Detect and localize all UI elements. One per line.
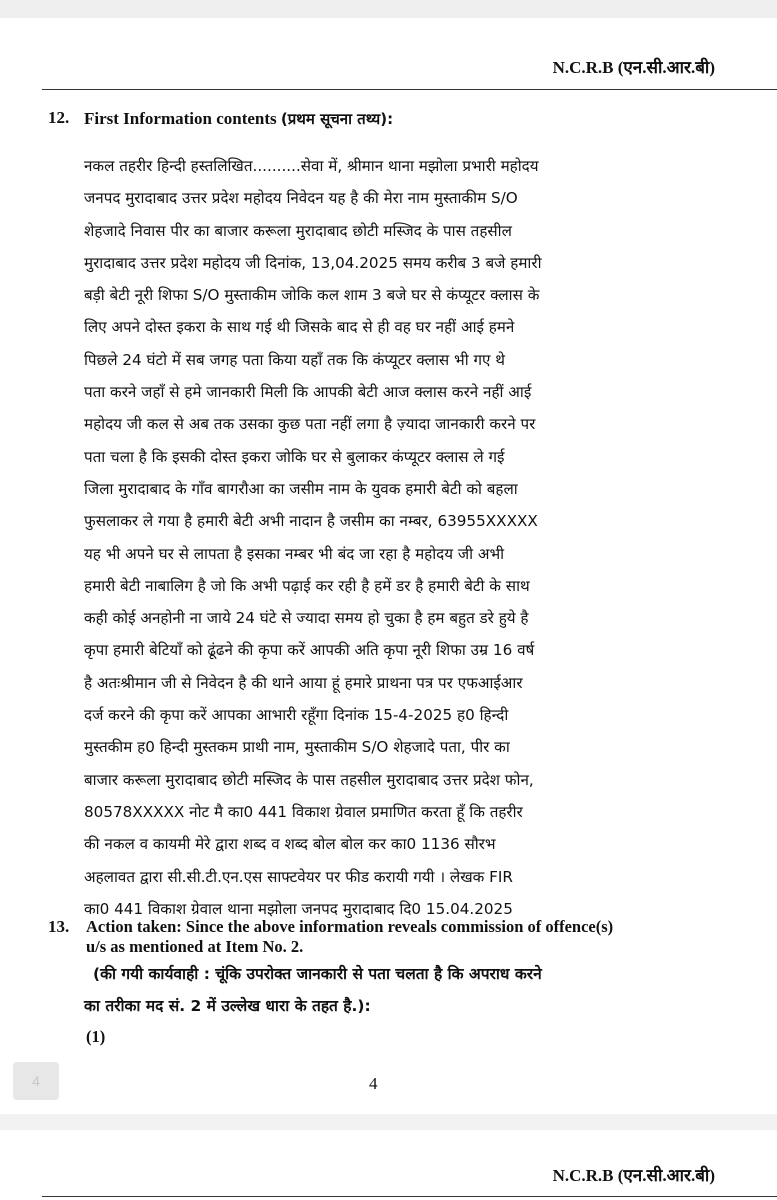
action-taken-line-2: u/s as mentioned at Item No. 2. xyxy=(86,937,304,956)
fir-line: फुसलाकर ले गया है हमारी बेटी अभी नादान है जसीम का नम्बर, 63955XXXXX xyxy=(84,512,538,531)
fir-line: जिला मुरादाबाद के गाँव बागरौआ का जसीम नाम के युवक हमारी बेटी को बहला xyxy=(84,479,518,498)
section-12-title-open: ( xyxy=(280,110,288,128)
fir-line: कही कोई अनहोनी ना जाये 24 घंटे से ज्यादा समय हो चुका है हम बहुत डरे हुये है xyxy=(84,609,529,628)
fir-line: पता करने जहाँ से हमे जानकारी मिली कि आपकी बेटी आज क्लास करने नहीं आई xyxy=(84,383,532,402)
fir-line: की नकल व कायमी मेरे द्वारा शब्द व शब्द बोल बोल कर का0 1136 सौरभ xyxy=(84,835,496,854)
fir-line: का0 441 विकाश ग्रेवाल थाना मझोला जनपद मुरादाबाद दि0 15.04.2025 xyxy=(84,899,513,918)
next-page xyxy=(0,1130,777,1200)
fir-line: पिछले 24 घंटो में सब जगह पता किया यहाँ तक कि कंप्यूटर क्लास भी गए थे xyxy=(84,350,505,369)
page-number: 4 xyxy=(369,1074,378,1093)
fir-line: 80578XXXXX नोट मै का0 441 विकाश ग्रेवाल प्रमाणित करता हूँ कि तहरीर xyxy=(84,802,523,821)
next-page-header-rule xyxy=(42,1196,777,1197)
header-rule xyxy=(42,89,777,90)
fir-line: महोदय जी कल से अब तक उसका कुछ पता नहीं लगा है ज़्यादा जानकारी करने पर xyxy=(84,415,536,434)
section-12-title-hi: प्रथम सूचना तथ्य xyxy=(287,110,381,128)
fir-line: नकल तहरीर हिन्दी हस्तलिखित..........सेवा में, श्रीमान थाना मझोला प्रभारी महोदय xyxy=(84,157,539,175)
first-information-text xyxy=(84,150,724,925)
fir-line: लिए अपने दोस्त इकरा के साथ गई थी जिसके बाद से ही वह घर नहीं आई हमने xyxy=(84,318,515,337)
section-12-title-en: First Information contents xyxy=(84,109,277,128)
fir-line: अहलावत द्वारा सी.सी.टी.एन.एस साफ्टवेयर पर फीड करायी गयी । लेखक FIR xyxy=(84,867,513,886)
fir-line: जनपद मुरादाबाद उत्तर प्रदेश महोदय निवेदन यह है की मेरा नाम मुस्ताकीम S/O xyxy=(84,189,518,208)
fir-line: कृपा हमारी बेटियाँ को ढूंढने की कृपा करें आपकी अति कृपा नूरी शिफा उम्र 16 वर्ष xyxy=(84,641,535,660)
action-taken-line-1: Action taken: Since the above information reveals commission of offence(s) xyxy=(86,917,614,936)
fir-line: पता चला है कि इसकी दोस्त इकरा जोकि घर से बुलाकर कंप्यूटर क्लास ले गई xyxy=(84,447,505,466)
section-12-number: 12. xyxy=(48,108,70,127)
next-page-ncrb-header: N.C.R.B (एन.सी.आर.बी) xyxy=(552,1166,715,1185)
section-13-number: 13. xyxy=(48,917,70,936)
action-taken-hindi-line-1: (की गयी कार्यवाही : चूंकि उपरोक्त जानकारी से पता चलता है कि अपराध करने xyxy=(93,965,542,983)
fir-line: दर्ज करने की कृपा करें आपका आभारी रहूँगा दिनांक 15-4-2025 ह0 हिन्दी xyxy=(84,706,509,725)
fir-line: यह भी अपने घर से लापता है इसका नम्बर भी बंद जा रहा है महोदय जी अभी xyxy=(84,544,505,563)
ncrb-header: N.C.R.B (एन.सी.आर.बी) xyxy=(552,58,715,77)
fir-line: हमारी बेटी नाबालिग है जो कि अभी पढ़ाई कर रही है हमें डर है हमारी बेटी के साथ xyxy=(84,576,530,595)
page-thumbnail-badge[interactable]: 4 xyxy=(13,1062,59,1100)
fir-line: मुरादाबाद उत्तर प्रदेश महोदय जी दिनांक, 13,04.2025 समय करीब 3 बजे हमारी xyxy=(84,253,542,272)
section-12-title xyxy=(84,109,393,129)
item-1-label: (1) xyxy=(86,1027,106,1046)
fir-line: है अतःश्रीमान जी से निवेदन है की थाने आया हूं हमारे प्राथना पत्र पर एफआईआर xyxy=(84,673,523,692)
action-taken-hindi-line-2: का तरीका मद सं. 2 में उल्लेख धारा के तहत है.): xyxy=(84,997,371,1015)
section-12-title-close: ): xyxy=(380,110,394,128)
fir-line: मुस्तकीम ह0 हिन्दी मुस्तकम प्राथी नाम, मुस्ताकीम S/O शेहजादे पता, पीर का xyxy=(84,738,510,757)
top-margin-strip xyxy=(0,0,777,18)
fir-line: बड़ी बेटी नूरी शिफा S/O मुस्ताकीम जोकि कल शाम 3 बजे घर से कंप्यूटर क्लास के xyxy=(84,286,540,305)
fir-line: बाजार करूला मुरादाबाद छोटी मस्जिद के पास तहसील मुरादाबाद उत्तर प्रदेश फोन, xyxy=(84,770,534,789)
fir-line: शेहजादे निवास पीर का बाजार करूला मुरादाबाद छोटी मस्जिद के पास तहसील xyxy=(84,221,512,240)
